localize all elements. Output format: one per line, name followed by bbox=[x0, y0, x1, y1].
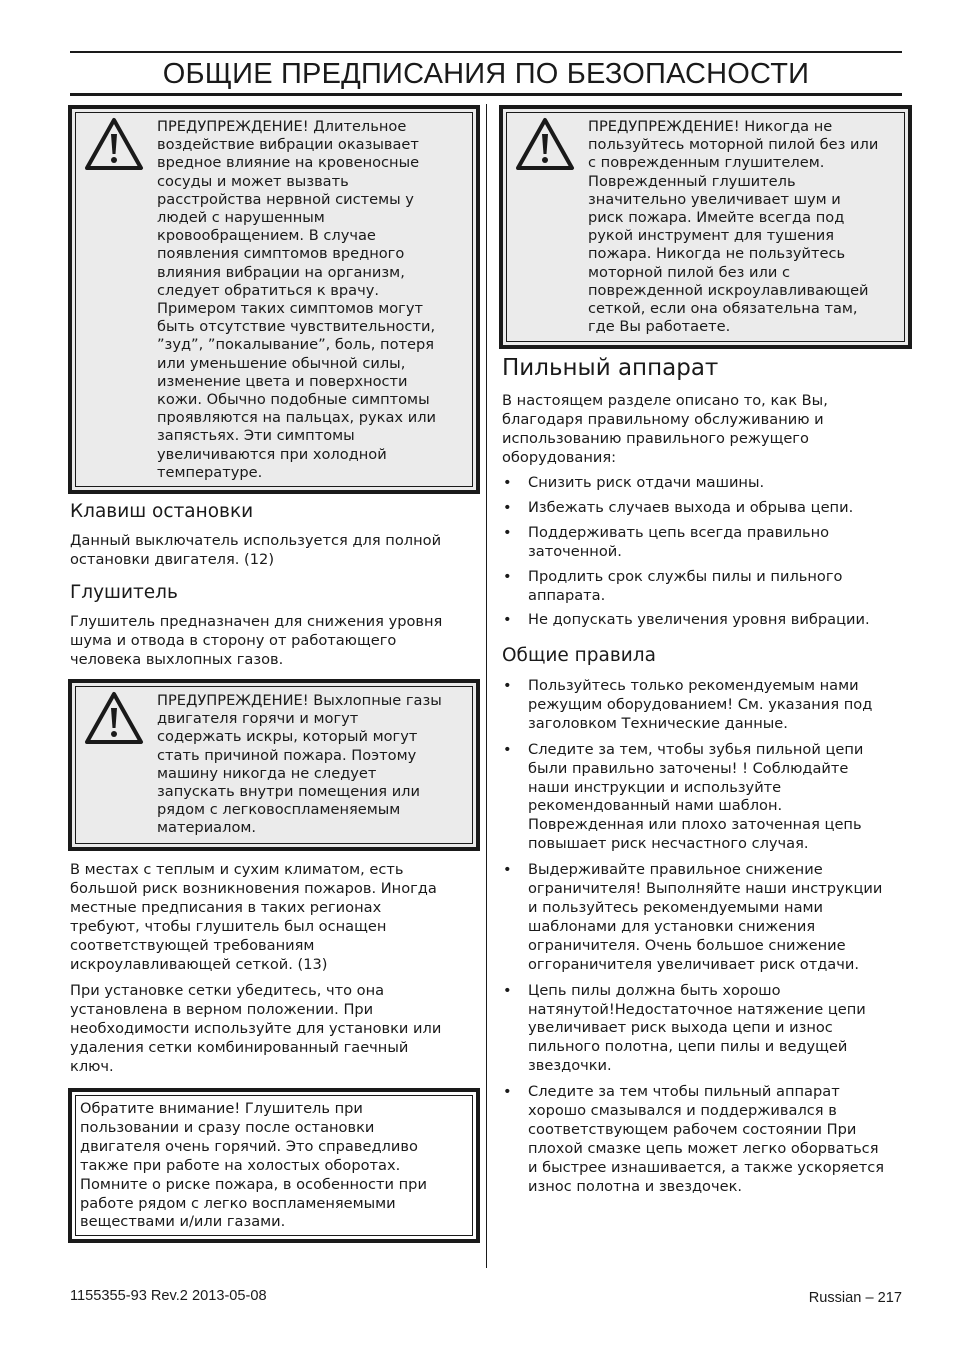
paragraph-muffler: Глушитель предназначен для снижения уровня шума и отвода в сторону от работающего человека выхлопных газов. bbox=[70, 613, 443, 668]
list-item: • Не допускать увеличения уровня вибрации. bbox=[502, 611, 902, 630]
title-rule bbox=[70, 93, 902, 96]
page-title: ОБЩИЕ ПРЕДПИСАНИЯ ПО БЕЗОПАСНОСТИ bbox=[162, 58, 810, 90]
list-item: • Выдерживайте правильное снижение ограничителя! Выполняйте наши инструкции и пользуйтесь рекомендуемыми нами шаблонами для установки снижения ограничителя. Очень большое снижение оггораничителя увеличивает риск отдачи. bbox=[502, 861, 907, 974]
paragraph-mesh: При установке сетки убедитесь, что она установлена в верном положении. При необходимости используйте для установки или удаления сетки комбинированный гаечный ключ. bbox=[70, 982, 442, 1075]
bullet-list-cutting bbox=[502, 474, 902, 630]
top-rule bbox=[70, 51, 902, 53]
warning-triangle-icon bbox=[84, 117, 144, 171]
heading-cutting-equipment: Пильный аппарат bbox=[502, 355, 719, 381]
warning-triangle-icon bbox=[515, 117, 575, 171]
list-item: • Цепь пилы должна быть хорошо натянутой!Недостаточное натяжение цепи увеличивает риск выхода цепи и износ пильного полотна, цепи пилы и ведущей звездочки. bbox=[502, 982, 907, 1077]
paragraph-stop-switch: Данный выключатель используется для полной остановки двигателя. (12) bbox=[70, 532, 442, 568]
warning-text-exhaust: ПРЕДУПРЕЖДЕНИЕ! Выхлопные газы двигателя горячи и могут содержать искры, который могут стать причиной пожара. Поэтому машину никогда не следует запускать внутри помещения или рядом с легковоспламеняемым материалом. bbox=[157, 692, 442, 837]
footer-page-number: Russian – 217 bbox=[808, 1290, 902, 1306]
paragraph-climate: В местах с теплым и сухим климатом, есть большой риск возникновения пожаров. Иногда местные предписания в таких регионах требуют, чтобы глушитель был оснащен соответствующей требованиям искроулавливающей сеткой. (13) bbox=[70, 861, 437, 973]
list-item: • Избежать случаев выхода и обрыва цепи. bbox=[502, 499, 902, 518]
column-divider bbox=[486, 104, 487, 1268]
list-item: • Снизить риск отдачи машины. bbox=[502, 474, 902, 493]
warning-text-vibration: ПРЕДУПРЕЖДЕНИЕ! Длительное воздействие вибрации оказывает вредное влияние на кровеносные сосуды и может вызвать расстройства нервной системы у людей с нарушенным кровообращением. В случае появления симптомов вредного влияния вибрации на организм, следует обратиться к врачу. Примером таких симптомов могут быть отсутствие чувствительности, ”зуд”, ”покалывание”, боль, потеря или уменьшение обычной силы, изменение цвета и поверхности кожи. Обычно подобные симптомы проявляются на пальцах, руках или запястьях. Эти симптомы увеличиваются при холодной температуре. bbox=[157, 118, 437, 481]
list-item: • Поддерживать цепь всегда правильно заточенной. bbox=[502, 524, 902, 562]
warning-box-exhaust bbox=[68, 679, 480, 851]
warning-text-muffler: ПРЕДУПРЕЖДЕНИЕ! Никогда не пользуйтесь моторной пилой без или с поврежденным глушителем. Поврежденный глушитель значительно увеличивает шум и риск пожара. Имейте всегда под рукой инструмент для тушения пожара. Никогда не пользуйтесь моторной пилой без или с поврежденной искроулавливающей сеткой, если она обязательна там, где Вы работаете. bbox=[588, 118, 879, 336]
list-item: • Следите за тем, чтобы зубья пильной цепи были правильно заточены! ! Соблюдайте наши инструкции и используйте рекомендованный нами шаблон. Поврежденная или плохо заточенная цепь повышает риск несчастного случая. bbox=[502, 741, 907, 854]
note-box-hot-muffler bbox=[68, 1088, 480, 1243]
heading-muffler: Глушитель bbox=[70, 582, 178, 603]
warning-box-vibration bbox=[68, 105, 480, 494]
list-item: • Следите за тем чтобы пильный аппарат хорошо смазывался и поддерживался в соответствующем рабочем состоянии При плохой смазке цепь может легко оборваться и быстрее изнашивается, а также ускоряется износ полотна и звездочек. bbox=[502, 1083, 907, 1196]
footer-doc-id: 1155355-93 Rev.2 2013-05-08 bbox=[70, 1288, 267, 1304]
heading-general-rules: Общие правила bbox=[502, 645, 656, 666]
bullet-list-general bbox=[502, 677, 907, 1197]
heading-stop-switch: Клавиш остановки bbox=[70, 501, 254, 522]
warning-box-muffler bbox=[499, 105, 912, 349]
warning-triangle-icon bbox=[84, 691, 144, 745]
note-text-hot-muffler: Обратите внимание! Глушитель при пользовании и сразу после остановки двигателя очень горячий. Это справедливо также при работе на холостых оборотах. Помните о риске пожара, в особенности при работе рядом с легко воспламеняемыми веществами и/или газами. bbox=[80, 1100, 427, 1231]
paragraph-cutting-intro: В настоящем разделе описано то, как Вы, благодаря правильному обслуживанию и использованию правильного режущего оборудования: bbox=[502, 392, 828, 466]
list-item: • Продлить срок службы пилы и пильного аппарата. bbox=[502, 568, 902, 606]
list-item: • Пользуйтесь только рекомендуемым нами режущим оборудованием! См. указания под заголовком Технические данные. bbox=[502, 677, 907, 734]
